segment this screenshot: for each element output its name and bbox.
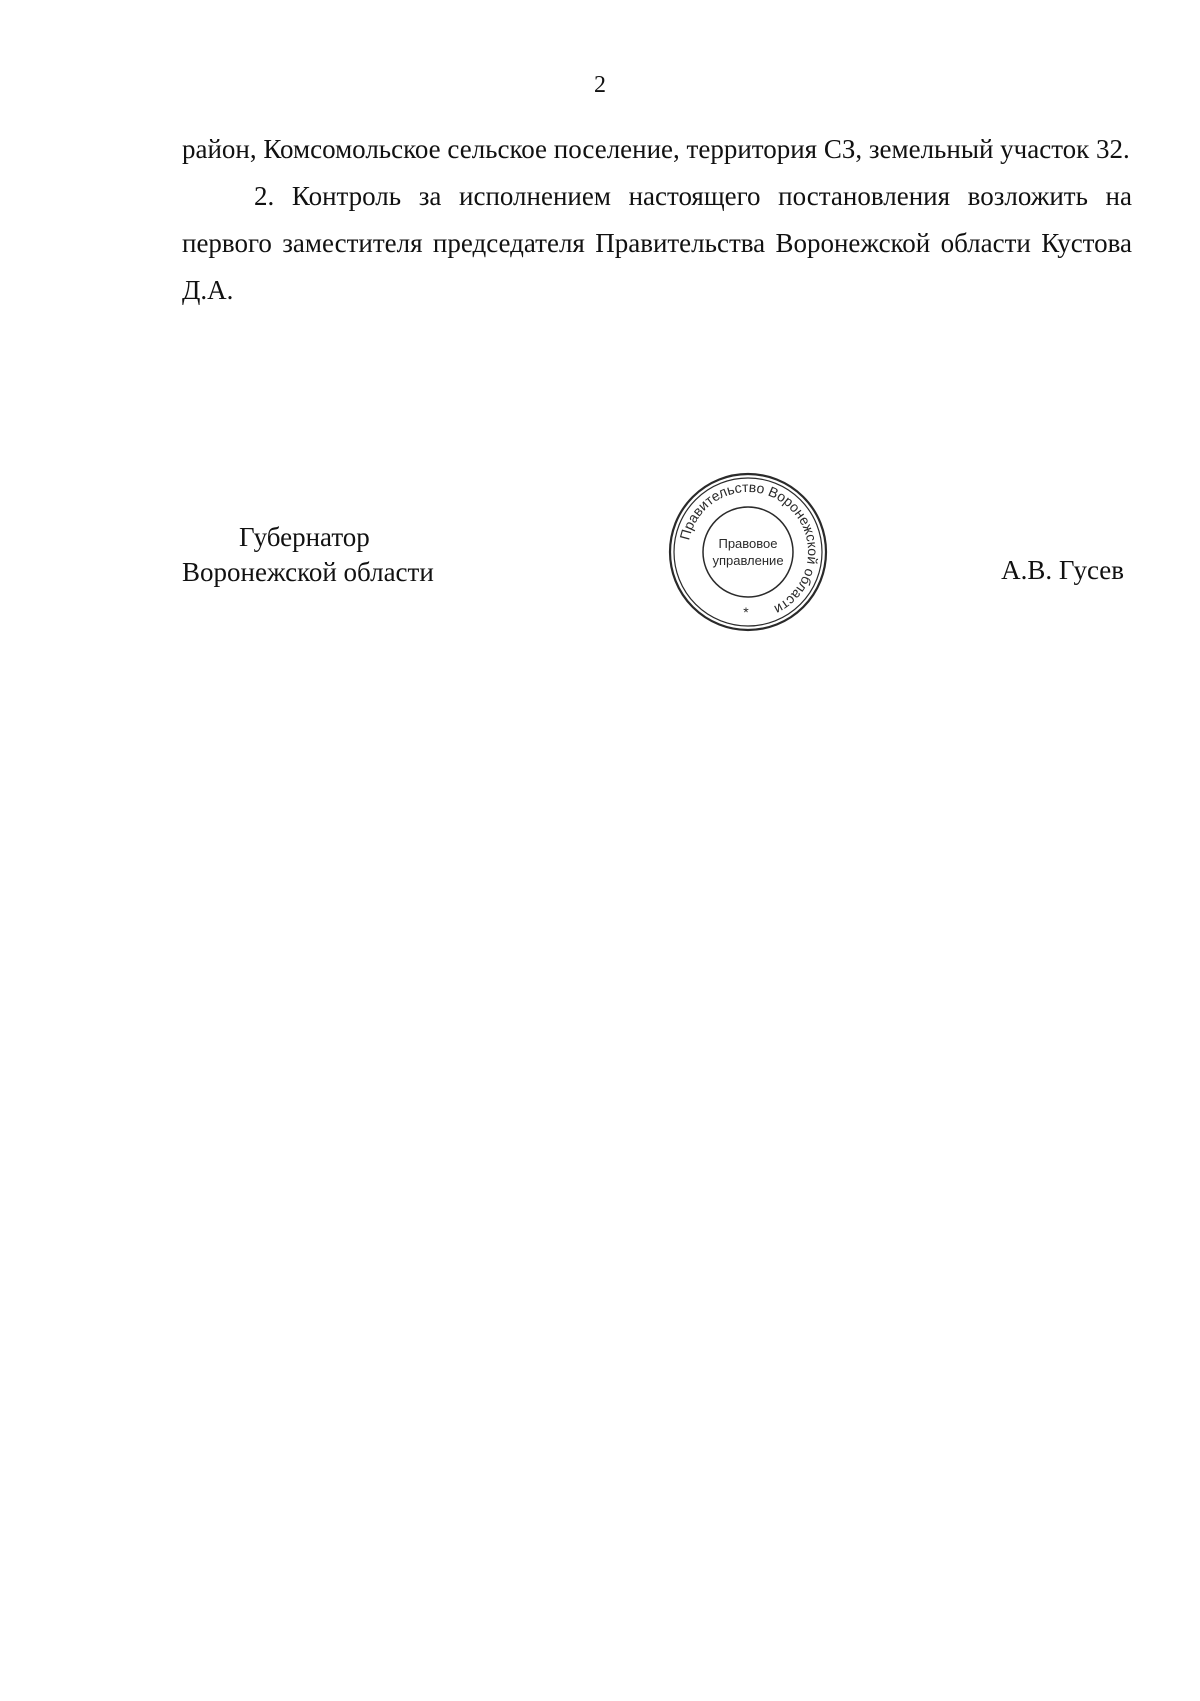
stamp-inner-line2: управление [712,553,784,568]
signature-title-line1: Губернатор [239,522,370,552]
signature-title [182,520,434,590]
stamp-star: * [743,604,749,620]
official-stamp [668,472,828,632]
signature-title-line2: Воронежской области [182,557,434,587]
paragraph-continuation: район, Комсомольское сельское поселение, территория СЗ, земельный участок 32. [182,134,1130,164]
paragraph-control-clause: 2. Контроль за исполнением настоящего постановления возложить на первого заместителя председателя Правительства Воронежской области Кустова Д.А. [182,181,1132,305]
page-number: 2 [594,72,606,98]
stamp-inner-line1: Правовое [718,536,778,551]
stamp-outer-text: Правительство Воронежской области [676,478,822,619]
document-body [182,126,1132,314]
signer-name: А.В. Гусев [1001,555,1124,585]
